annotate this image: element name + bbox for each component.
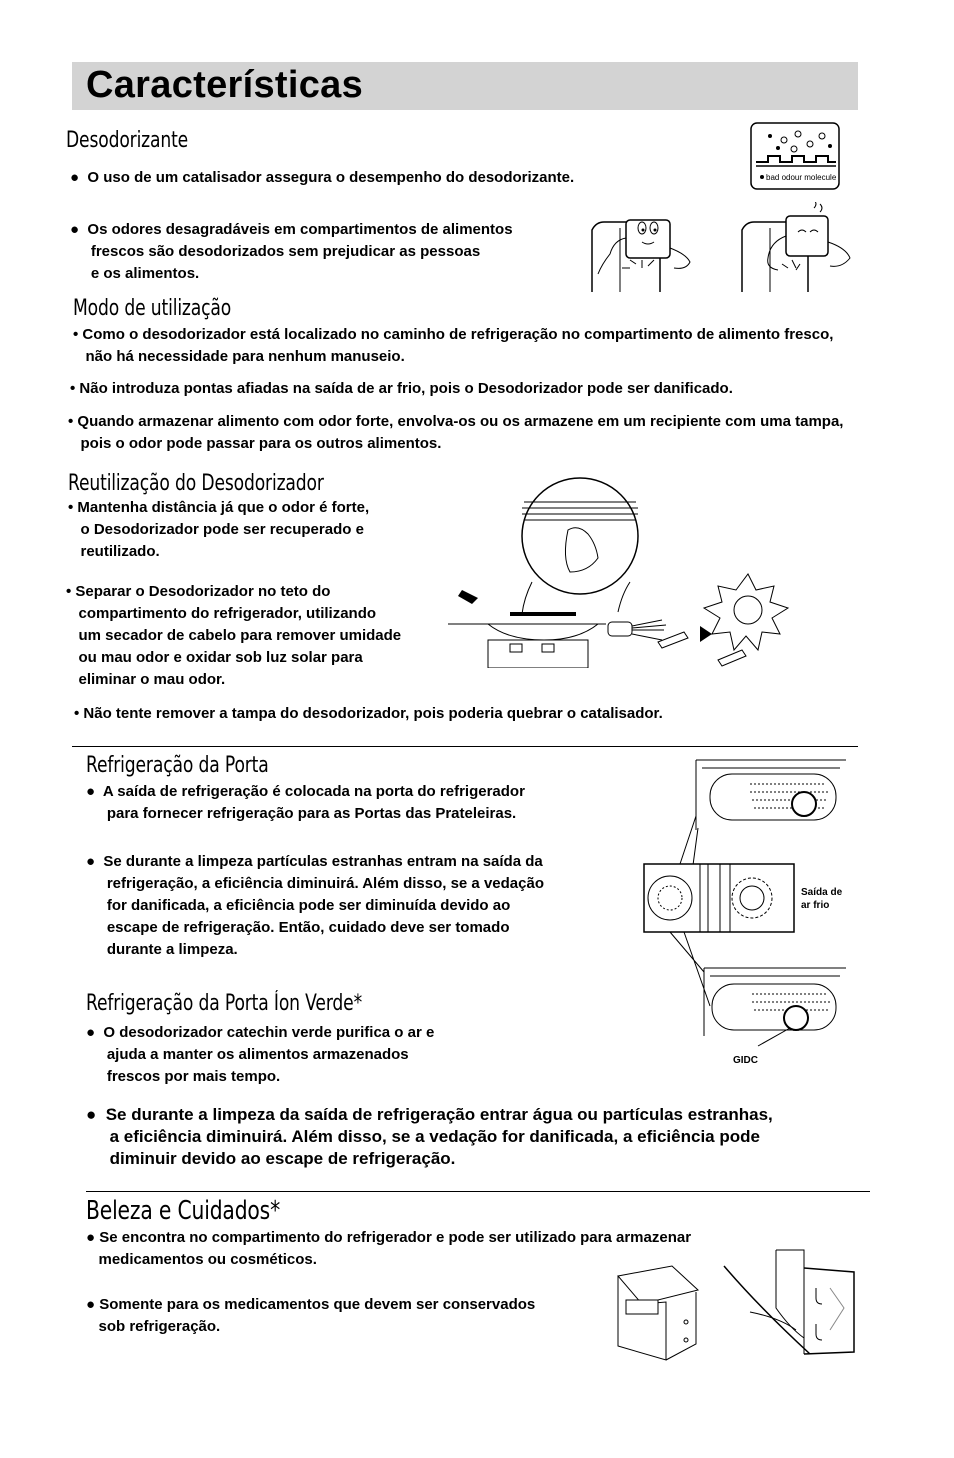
usage-bullet-3: • Quando armazenar alimento com odor forte, envolva-os ou os armazene em um recipiente com uma tampa, pois o odor pode passar para os outros alimentos.: [68, 413, 844, 452]
door-cooling-bullet-2: ● Se durante a limpeza partículas estranhas entram na saída da refrigeração, a eficiência diminuirá. Além disso, se a vedação for danificada, a eficiência pode ser diminuída devido ao escape de refrigeração. Então, cuidado deve ser tomado durante a limpeza.: [86, 853, 544, 958]
deodorizer-cartoon-1: [590, 208, 702, 292]
deodorizer-bullet-2: ● Os odores desagradáveis em compartimentos de alimentos frescos são desodorizados sem prejudicar as pessoas e os alimentos.: [70, 221, 513, 282]
reuse-bullet-2: • Separar o Desodorizador no teto do compartimento do refrigerador, utilizando um secador de cabelo para remover umidade ou mau odor e oxidar sob luz solar para eliminar o mau odor.: [66, 583, 402, 688]
green-ion-bullet-2: ● Se durante a limpeza da saída de refrigeração entrar água ou partículas estranhas, a eficiência diminuirá. Além disso, se a vedação for danificada, a eficiência pode diminuir devido ao escape de refrigeração.: [86, 1105, 773, 1168]
cold-air-outlet-label: Saída de ar frio: [801, 887, 843, 911]
beauty-door-illustration: [720, 1248, 860, 1358]
page-title: Características: [86, 64, 364, 106]
beauty-box-illustration: [612, 1264, 704, 1364]
divider-1: [72, 746, 858, 747]
reuse-illustration: [448, 474, 798, 668]
reuse-bullet-3: • Não tente remover a tampa do desodorizador, pois poderia quebrar o catalisador.: [74, 705, 663, 722]
gidc-label: GIDC: [733, 1055, 758, 1066]
deodorizer-cartoon-2: [738, 202, 858, 292]
reuse-bullet-1: • Mantenha distância já que o odor é forte, o Desodorizador pode ser recuperado e reutilizado.: [68, 499, 370, 560]
door-cooling-heading: Refrigeração da Porta: [86, 753, 269, 778]
door-cooling-bullet-1: ● A saída de refrigeração é colocada na porta do refrigerador para fornecer refrigeração para as Portas das Prateleiras.: [86, 783, 525, 822]
beauty-heading: Beleza e Cuidados*: [86, 1196, 281, 1226]
reuse-heading: Reutilização do Desodorizador: [68, 471, 324, 496]
usage-bullet-2: • Não introduza pontas afiadas na saída de ar frio, pois o Desodorizador pode ser danificado.: [70, 380, 733, 397]
usage-heading: Modo de utilização: [73, 296, 232, 321]
usage-bullet-1: • Como o desodorizador está localizado no caminho de refrigeração no compartimento de alimento fresco, não há necessidade para nenhum manuseio.: [73, 326, 834, 365]
green-ion-bullet-1: ● O desodorizador catechin verde purifica o ar e ajuda a manter os alimentos armazenados frescos por mais tempo.: [86, 1024, 435, 1085]
deodorizer-heading: Desodorizante: [66, 128, 189, 153]
beauty-bullet-2: ● Somente para os medicamentos que devem ser conservados sob refrigeração.: [86, 1296, 536, 1335]
divider-2: [86, 1191, 870, 1192]
molecule-label: bad odour molecule: [766, 173, 837, 182]
deodorizer-bullet-1: ● O uso de um catalisador assegura o desempenho do desodorizante.: [70, 169, 575, 186]
beauty-bullet-1: ● Se encontra no compartimento do refrigerador e pode ser utilizado para armazenar medicamentos ou cosméticos.: [86, 1229, 692, 1268]
green-ion-heading: Refrigeração da Porta Íon Verde*: [86, 991, 362, 1016]
